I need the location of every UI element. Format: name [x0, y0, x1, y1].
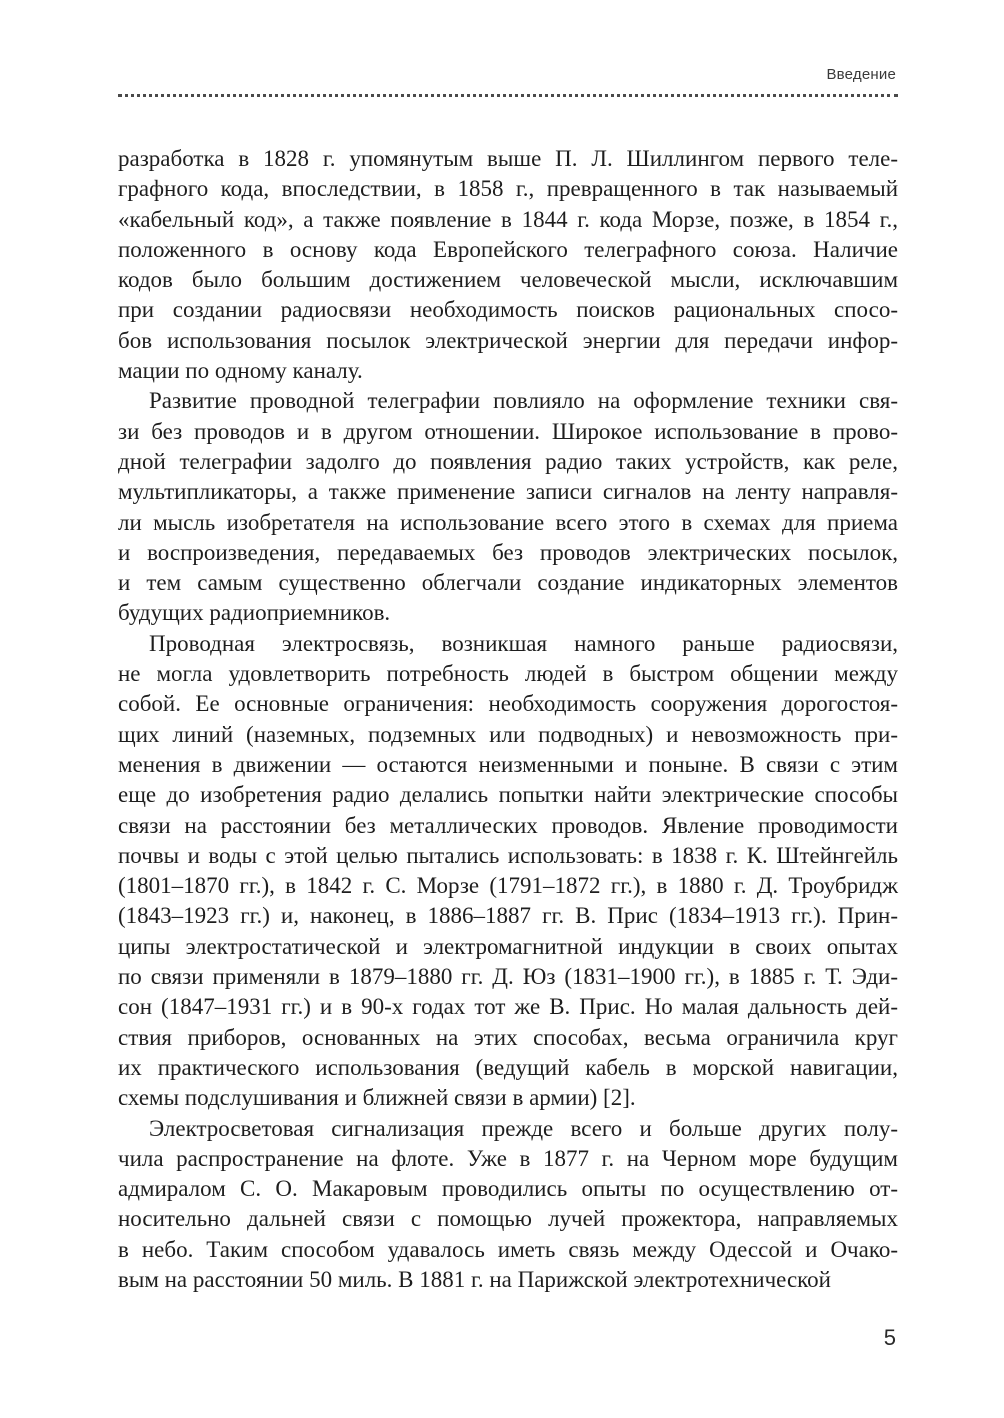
- text-line: и воспроизведения, передаваемых без проводов электрических посылок,: [118, 539, 898, 565]
- text-line: не могла удовлетворить потребность людей в быстром общении между: [118, 661, 898, 687]
- text-line: разработка в 1828 г. упомянутым выше П. Л. Шиллингом первого теле-: [118, 146, 898, 171]
- text-line: связи на расстоянии без металлических проводов. Явление проводимости: [118, 812, 898, 838]
- text-line: дной телеграфии задолго до появления радио таких устройств, как реле,: [118, 448, 898, 474]
- paragraph: [118, 144, 898, 386]
- paragraph: [118, 629, 898, 1114]
- text-line: чила распространение на флоте. Уже в 1877 г. на Черном море будущим: [118, 1145, 898, 1171]
- text-line: кодов было большим достижением человеческой мысли, исключавшим: [118, 267, 898, 293]
- text-line: вым на расстоянии 50 миль. В 1881 г. на Парижской электротехнической: [118, 1266, 831, 1292]
- running-head-title: Введение: [826, 66, 896, 83]
- text-line: адмиралом С. О. Макаровым проводились опыты по осуществлению от-: [118, 1176, 898, 1202]
- text-line: (1801–1870 гг.), в 1842 г. С. Морзе (1791–1872 гг.), в 1880 г. Д. Троубридж: [118, 873, 898, 899]
- body-text: [118, 144, 898, 1295]
- text-line: Электросветовая сигнализация прежде всего и больше других полу-: [149, 1115, 898, 1141]
- text-line: (1843–1923 гг.) и, наконец, в 1886–1887 гг. В. Прис (1834–1913 гг.). Прин-: [118, 903, 898, 929]
- page-number: 5: [883, 1325, 896, 1350]
- paragraph: [118, 1114, 898, 1296]
- text-line: Проводная электросвязь, возникшая намного раньше радиосвязи,: [149, 630, 898, 656]
- text-line: по связи применяли в 1879–1880 гг. Д. Юз (1831–1900 гг.), в 1885 г. Т. Эди-: [118, 964, 898, 990]
- text-line: собой. Ее основные ограничения: необходимость сооружения дорогостоя-: [118, 691, 898, 717]
- text-line: сон (1847–1931 гг.) и в 90-х годах тот же В. Прис. Но малая дальность дей-: [118, 994, 898, 1020]
- text-line: ствия приборов, основанных на этих способах, весьма ограничила круг: [118, 1024, 898, 1050]
- text-line: бов использования посылок электрической энергии для передачи инфор-: [118, 327, 898, 353]
- text-line: схемы подслушивания и ближней связи в армии) [2].: [118, 1085, 636, 1111]
- text-line: Развитие проводной телеграфии повлияло на оформление техники свя-: [149, 388, 898, 414]
- text-line: мации по одному каналу.: [118, 358, 363, 384]
- text-line: «кабельный код», а также появление в 1844 г. кода Морзе, позже, в 1854 г.,: [118, 206, 898, 232]
- text-line: при создании радиосвязи необходимость поисков рациональных спосо-: [118, 297, 898, 323]
- text-line: графного кода, впоследствии, в 1858 г., превращенного в так называемый: [118, 176, 898, 202]
- header-dotted-rule: [118, 94, 898, 97]
- text-line: положенного в основу кода Европейского телеграфного союза. Наличие: [118, 236, 898, 262]
- text-line: мультипликаторы, а также применение записи сигналов на ленту направля-: [118, 479, 898, 505]
- text-line: будущих радиоприемников.: [118, 600, 391, 626]
- text-line: ли мысль изобретателя на использование всего этого в схемах для приема: [118, 509, 898, 535]
- text-line: в небо. Таким способом удавалось иметь связь между Одессой и Очако-: [118, 1236, 898, 1262]
- text-line: носительно дальней связи с помощью лучей прожектора, направляемых: [118, 1206, 898, 1232]
- text-line: их практического использования (ведущий кабель в морской навигации,: [118, 1054, 898, 1080]
- text-line: менения в движении — остаются неизменными и поныне. В связи с этим: [118, 751, 898, 777]
- paragraph: [118, 386, 898, 628]
- text-line: почвы и воды с этой целью пытались использовать: в 1838 г. К. Штейнгейль: [118, 842, 898, 868]
- text-line: еще до изобретения радио делались попытки найти электрические способы: [118, 782, 898, 808]
- text-line: и тем самым существенно облегчали создание индикаторных элементов: [118, 570, 898, 596]
- text-line: щих линий (наземных, подземных или подводных) и невозможность при-: [118, 721, 898, 747]
- text-line: ципы электростатической и электромагнитной индукции в своих опытах: [118, 933, 898, 959]
- text-line: зи без проводов и в другом отношении. Широкое использование в прово-: [118, 418, 898, 444]
